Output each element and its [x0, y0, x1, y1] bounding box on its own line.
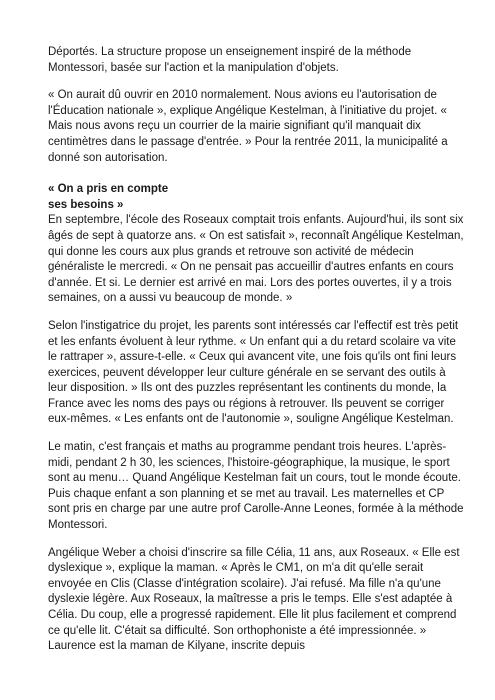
paragraph-parents-interest: Selon l'instigatrice du projet, les parents sont intéressés car l'effectif est très petit et les enfants évoluent à leur rythme. « Un enfant qui a du retard scolaire va vite le rattraper », assure-t-elle. « Ceux qui avancent vite, une fois qu'ils ont fini leurs exercices, peuvent développer leur culture générale en se servant des outils à leur disposition. » Ils ont des puzzles représentant les continents du monde, la France avec les noms des pays ou régions à retrouver. Ils peuvent se corriger eux-mêmes. « Les enfants ont de l'autonomie », souligne Angélique Kestelman. [48, 319, 459, 426]
paragraph-schedule: Le matin, c'est français et maths au programme pendant trois heures. L'après-midi, pendant 2 h 30, les sciences, l'histoire-géographique, la musique, le sport sont au menu… Quand Angélique Kestelman fait un cours, tout le monde écoute. Puis chaque enfant a son planning et se met au travail. Les maternelles et CP sont pris en charge par une autre prof Carolle-Anne Leones, formée à la méthode Montessori. [48, 441, 464, 532]
paragraph-intro: Déportés. La structure propose un enseignement inspiré de la méthode Montessori, basée sur l'action et la manipulation d'objets. [48, 46, 412, 74]
section-heading-line-1: « On a pris en compte [48, 183, 169, 196]
paragraph-opening-delay: « On aurait dû ouvrir en 2010 normalement. Nous avions eu l'autorisation de l'Éducation nationale », explique Angélique Kestelman, à l'initiative du projet. « Mais nous avons reçu un courrier de la mairie signifiant qu'il manquait dix centimètres dans le passage d'entrée. » Pour la rentrée 2011, la municipalité a donné son autorisation. [48, 89, 448, 164]
paragraph-testimony: Angélique Weber a choisi d'inscrire sa fille Célia, 11 ans, aux Roseaux. « Elle est dyslexique », explique la maman. « Après le CM1, on m'a dit qu'elle serait envoyée en Clis (Classe d'intégration scolaire). J'ai refusé. Ma fille n'a qu'une dyslexie légère. Aux Roseaux, la maîtresse a pris le temps. Elle s'est adaptée à Célia. Du coup, elle a progressé rapidement. Elle lit plus facilement et comprend ce qu'elle lit. C'était sa difficulté. Son orthophoniste a été impressionnée. » Laurence est la maman de Kilyane, inscrite depuis [48, 546, 460, 653]
section-heading-line-2: ses besoins » [48, 198, 124, 211]
paragraph-enrollment: En septembre, l'école des Roseaux comptait trois enfants. Aujourd'hui, ils sont six âgés de sept à quatorze ans. « On est satisfait », reconnaît Angélique Kestelman, qui donne les cours aux plus grands et retrouve son activité de médecin généraliste le mercredi. « On ne pensait pas accueillir d'autres enfants en cours d'année. Et si. Le dernier est arrivé en mai. Lors des portes ouvertes, il y a trois semaines, on a aussi vu beaucoup de monde. » [48, 214, 464, 305]
section-heading [48, 182, 465, 213]
